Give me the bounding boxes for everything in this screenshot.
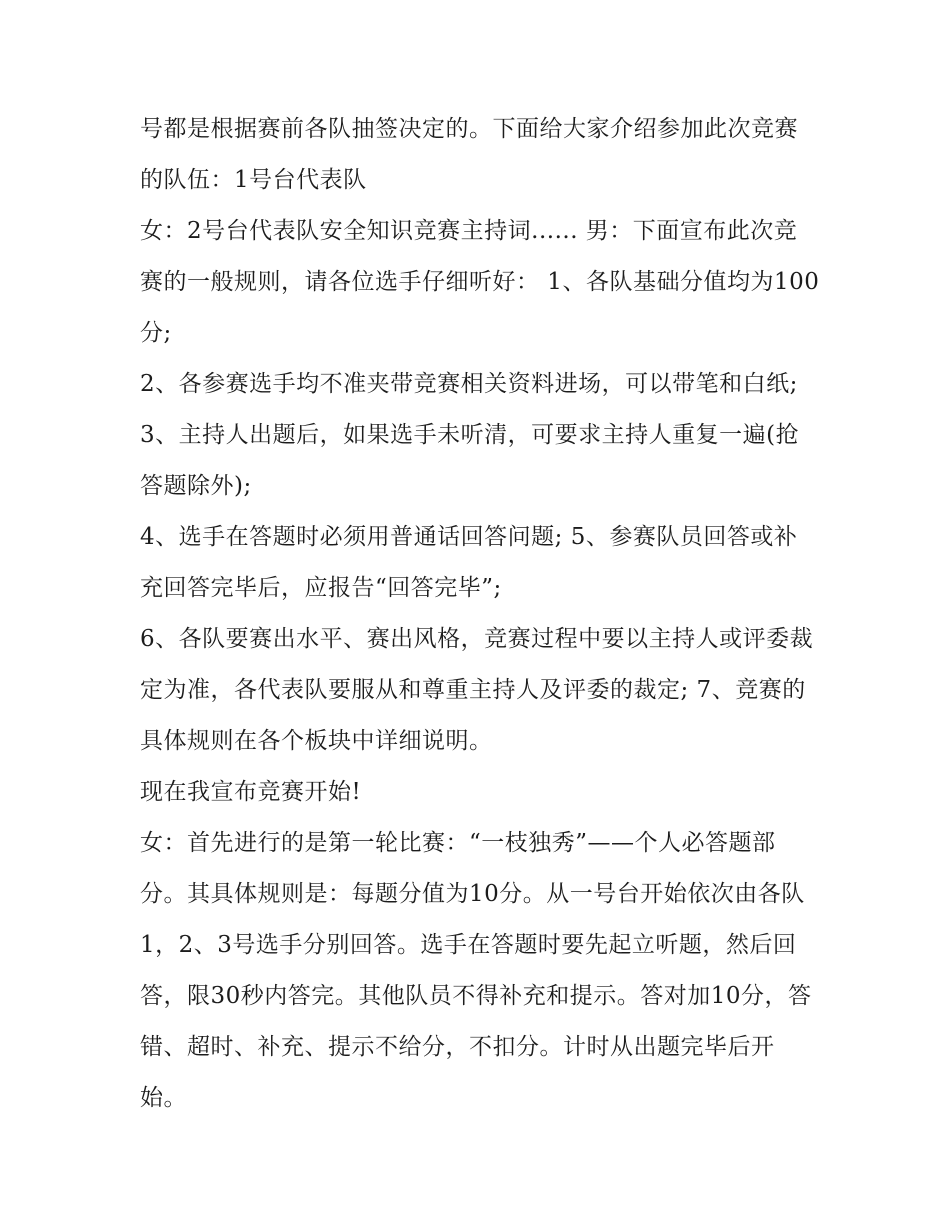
paragraph-round-one-rules: 女：首先进行的是第一轮比赛：“一枝独秀”——个人必答题部分。其具体规则是：每题分值为10分。从一号台开始依次由各队1，2、3号选手分别回答。选手在答题时要先起立听题，然后回答，限30秒内答完。其他队员不得补充和提示。答对加10分，答错、超时、补充、提示不给分，不扣分。计时从出题完毕后开始。	[140, 830, 812, 1111]
paragraph-rules-6-7: 6、各队要赛出水平、赛出风格，竞赛过程中要以主持人或评委裁定为准，各代表队要服从和尊重主持人及评委的裁定; 7、竞赛的具体规则在各个板块中详细说明。	[140, 626, 814, 754]
paragraph-team-intro: 号都是根据赛前各队抽签决定的。下面给大家介绍参加此次竞赛的队伍：1号台代表队	[140, 116, 798, 193]
document-body	[140, 104, 820, 1124]
paragraph-start-announcement: 现在我宣布竞赛开始!	[140, 779, 362, 805]
paragraph-general-rules: 女：2号台代表队安全知识竞赛主持词...... 男：下面宣布此次竞赛的一般规则，请各位选手仔细听好： 1、各队基础分值均为100分;	[140, 218, 820, 346]
paragraph-rules-4-5: 4、选手在答题时必须用普通话回答问题; 5、参赛队员回答或补充回答完毕后，应报告“回答完毕”;	[140, 524, 798, 601]
paragraph-rules-2-3: 2、各参赛选手均不准夹带竞赛相关资料进场，可以带笔和白纸; 3、主持人出题后，如果选手未听清，可要求主持人重复一遍(抢答题除外);	[140, 371, 800, 499]
